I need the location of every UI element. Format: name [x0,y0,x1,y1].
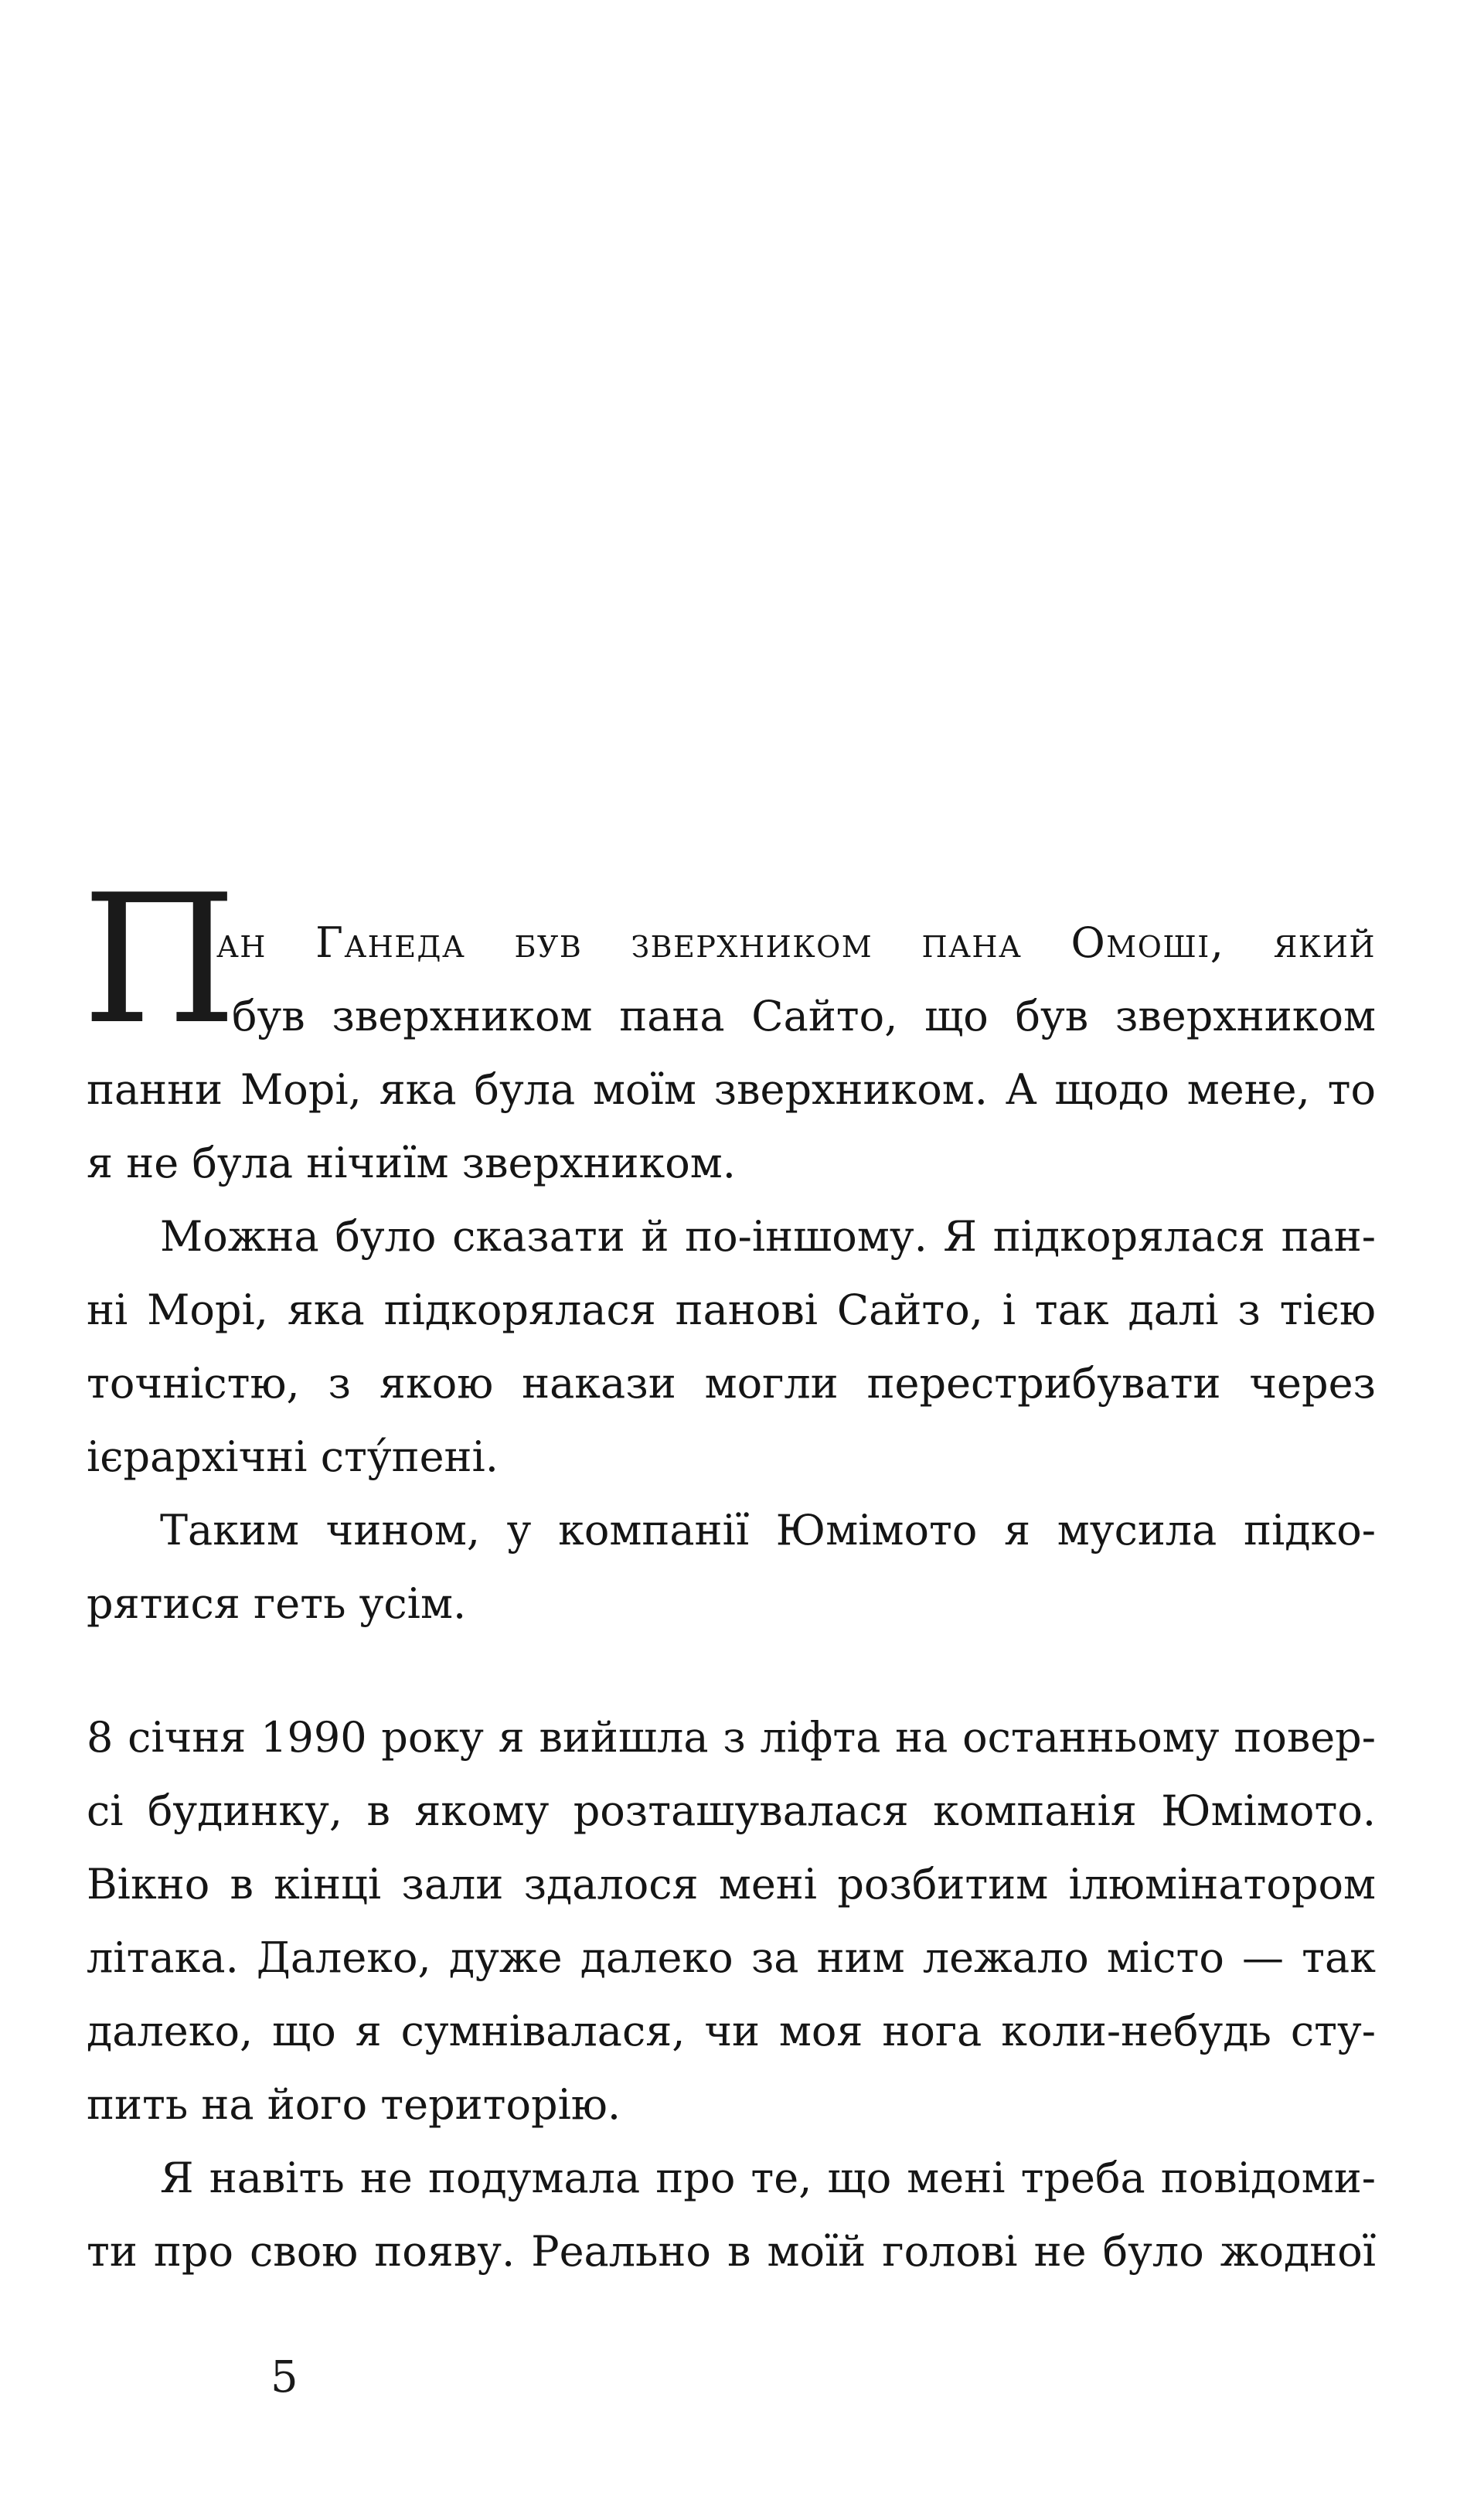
paragraph-lines [87,906,1376,2288]
text-line: Я навіть не подумала про те, що мені треба повідоми- [160,2154,1376,2202]
text-line: панни Морі, яка була моїм зверхником. А щодо мене, то [87,1065,1376,1114]
text-line: Вікно в кінці зали здалося мені розбитим ілюмінатором [87,1860,1376,1909]
text-line: був зверхником пана Сайто, що був зверхником [232,992,1376,1040]
text-line: далеко, що я сумнівалася, чи моя нога коли-небудь сту- [87,2007,1376,2055]
text-line: літака. Далеко, дуже далеко за ним лежало місто — так [87,1933,1376,1982]
text-line: точністю, з якою накази могли перестрибувати через [87,1359,1376,1408]
text-line: сі будинку, в якому розташувалася компанія Юмімото. [87,1786,1376,1835]
text-line: ієрархічні сту́пені. [87,1432,499,1481]
page-number: 5 [271,2352,298,2403]
text-line: ні Морі, яка підкорялася панові Сайто, і так далі з тією [87,1286,1376,1334]
text-line: ан Ганеда був зверхником пана Омоші, який [216,918,1376,967]
text-block [82,857,1376,2288]
drop-cap: П [82,857,237,1064]
text-line: я не була нічиїм зверхником. [87,1139,736,1187]
text-line: 8 січня 1990 року я вийшла з ліфта на останньому повер- [87,1713,1376,1762]
text-line: Можна було сказати й по-іншому. Я підкорялася пан- [160,1212,1376,1261]
text-line: ти про свою появу. Реально в моїй голові не було жодної [87,2227,1376,2276]
text-line: Таким чином, у компанії Юмімото я мусила підко- [160,1506,1376,1555]
text-line: пить на його територію. [87,2080,621,2129]
text-line: рятися геть усім. [87,1579,467,1628]
